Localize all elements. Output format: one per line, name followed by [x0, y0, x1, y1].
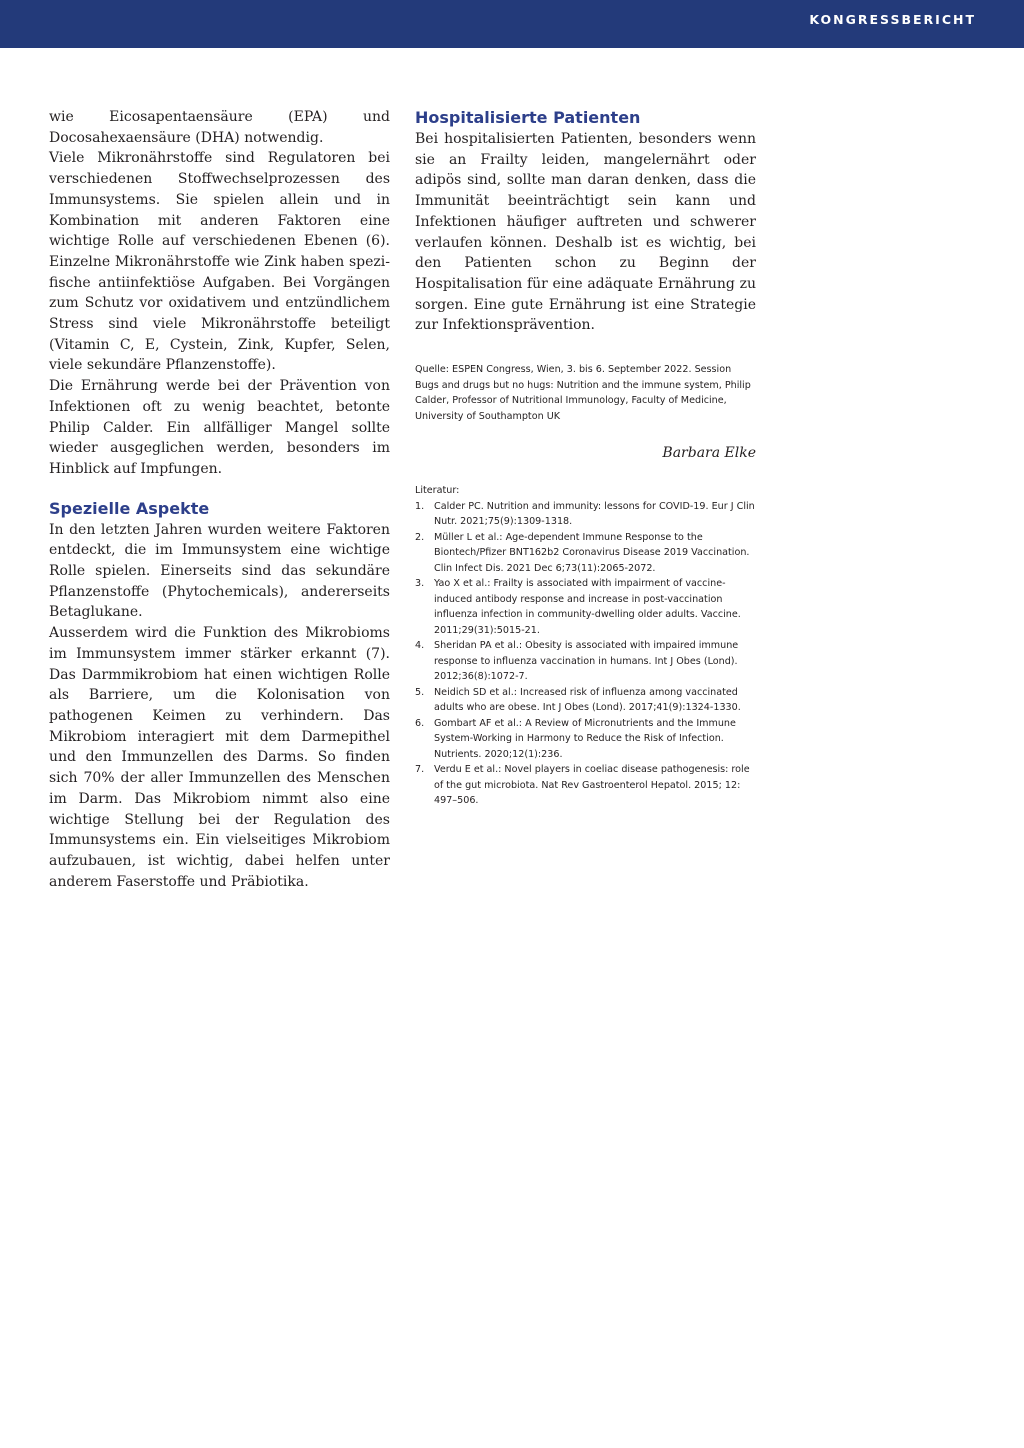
body-paragraph: Viele Mikronährstoffe sind Regulatoren bei verschiedenen Stoffwechselprozessen des Immunsystems. Sie spielen allein und in Kombination mit anderen Faktoren eine wichtige Rolle auf verschiedenen Ebenen (6). Einzelne Mikronährstoffe wie Zink haben spezifische antiinfektiöse Aufgaben. Bei Vorgängen zum Schutz vor oxidativem und entzündlichem Stress sind viele Mikronährstoffe beteiligt (Vitamin C, E, Cystein, Zink, Kupfer, Selen, viele sekundäre Pflanzenstoffe).	[49, 150, 390, 374]
body-paragraph: wie Eicosapentaensäure (EPA) und Docosahexaensäure (DHA) notwendig.	[49, 109, 390, 146]
body-paragraph: In den letzten Jahren wurden weitere Faktoren entdeckt, die im Immunsystem eine wichtige Rolle spielen. Einerseits sind das sekundäre Pflanzenstoffe (Phytochemicals), andererseits Betaglukane.	[49, 521, 390, 621]
author-name: Barbara Elke	[662, 445, 756, 462]
reference-item	[415, 576, 756, 638]
right-column	[415, 107, 756, 809]
section-heading: Hospitalisierte Patienten	[415, 108, 641, 127]
reference-text: Sheridan PA et al.: Obesity is associated with impaired immune response to influenza vaccination in humans. Int J Obes (Lond). 2012;36(8):1072-7.	[434, 640, 739, 683]
reference-item	[415, 716, 756, 763]
header-bar	[0, 0, 1024, 48]
body-paragraph: Ausserdem wird die Funktion des Mikrobioms im Immunsystem immer stärker erkannt (7). Das Darmmikrobiom hat einen wichtigen Rolle als Barriere, um die Kolonisation von pathogenen Keimen zu verhindern. Das Mikrobiom interagiert mit dem Darmepithel und den Immunzellen des Darms. So finden sich 70% der aller Immunzellen des Menschen im Darm. Das Mikrobiom nimmt also eine wichtige Stellung bei der Regulation des Immunsystems ein. Ein vielseitiges Mikrobiom aufzubauen, ist wichtig, dabei helfen unter anderem Faserstoffe und Präbiotika.	[49, 625, 390, 890]
reference-number: 7.	[415, 764, 425, 776]
section-label: KONGRESSBERICHT	[809, 12, 976, 27]
reference-item	[415, 762, 756, 809]
section-heading: Spezielle Aspekte	[49, 498, 210, 518]
reference-item	[415, 638, 756, 685]
reference-item	[415, 499, 756, 530]
reference-list	[415, 499, 756, 809]
reference-text: Calder PC. Nutrition and immunity: lessons for COVID-19. Eur J Clin Nutr. 2021;75(9):1309-1318.	[434, 500, 755, 528]
reference-number: 4.	[415, 640, 425, 652]
reference-number: 6.	[415, 717, 425, 729]
reference-text: Verdu E et al.: Novel players in coeliac disease pathogenesis: role of the gut microbiota. Nat Rev Gastroenterol Hepatol. 2015; 12: 497–506.	[434, 764, 750, 807]
body-paragraph: Bei hospitalisierten Patienten, besonders wenn sie an Frailty leiden, mangelernährt oder adipös sind, sollte man daran denken, dass die Immunität beeinträchtigt sein kann und Infektionen häufiger auftreten und schwerer verlaufen können. Deshalb ist es wichtig, bei den Patienten schon zu Beginn der Hospitalisation für eine adäquate Ernährung zu sorgen. Eine gute Ernährung ist eine Strategie zur Infektionsprävention.	[415, 131, 756, 334]
reference-number: 1.	[415, 500, 425, 512]
reference-item	[415, 685, 756, 716]
left-column	[49, 107, 390, 892]
reference-number: 2.	[415, 531, 425, 543]
source-note: Quelle: ESPEN Congress, Wien, 3. bis 6. September 2022. Session Bugs and drugs but no hugs: Nutrition and the immune system, Philip Calder, Professor of Nutritional Immunology, Faculty of Medicine, University of Southampton UK	[415, 364, 751, 422]
reference-text: Müller L et al.: Age-dependent Immune Response to the Biontech/Pfizer BNT162b2 Coronavirus Disease 2019 Vaccination. Clin Infect Dis. 2021 Dec 6;73(11):2065-2072.	[434, 531, 750, 574]
literature-title: Literatur:	[415, 485, 460, 497]
reference-number: 3.	[415, 578, 425, 590]
reference-text: Gombart AF et al.: A Review of Micronutrients and the Immune System-Working in Harmony to Reduce the Risk of Infection. Nutrients. 2020;12(1):236.	[434, 717, 736, 760]
reference-item	[415, 530, 756, 577]
body-paragraph: Die Ernährung werde bei der Prävention von Infektionen oft zu wenig beachtet, betonte Philip Calder. Ein allfälliger Mangel sollte wieder ausgeglichen werden, besonders im Hinblick auf Impfungen.	[49, 378, 390, 477]
reference-text: Yao X et al.: Frailty is associated with impairment of vaccine-induced antibody response and increase in post-vaccination influenza infection in community-dwelling older adults. Vaccine. 2011;29(31):5015-21.	[434, 578, 741, 636]
reference-text: Neidich SD et al.: Increased risk of influenza among vaccinated adults who are obese. Int J Obes (Lond). 2017;41(9):1324-1330.	[434, 686, 741, 714]
reference-number: 5.	[415, 686, 425, 698]
